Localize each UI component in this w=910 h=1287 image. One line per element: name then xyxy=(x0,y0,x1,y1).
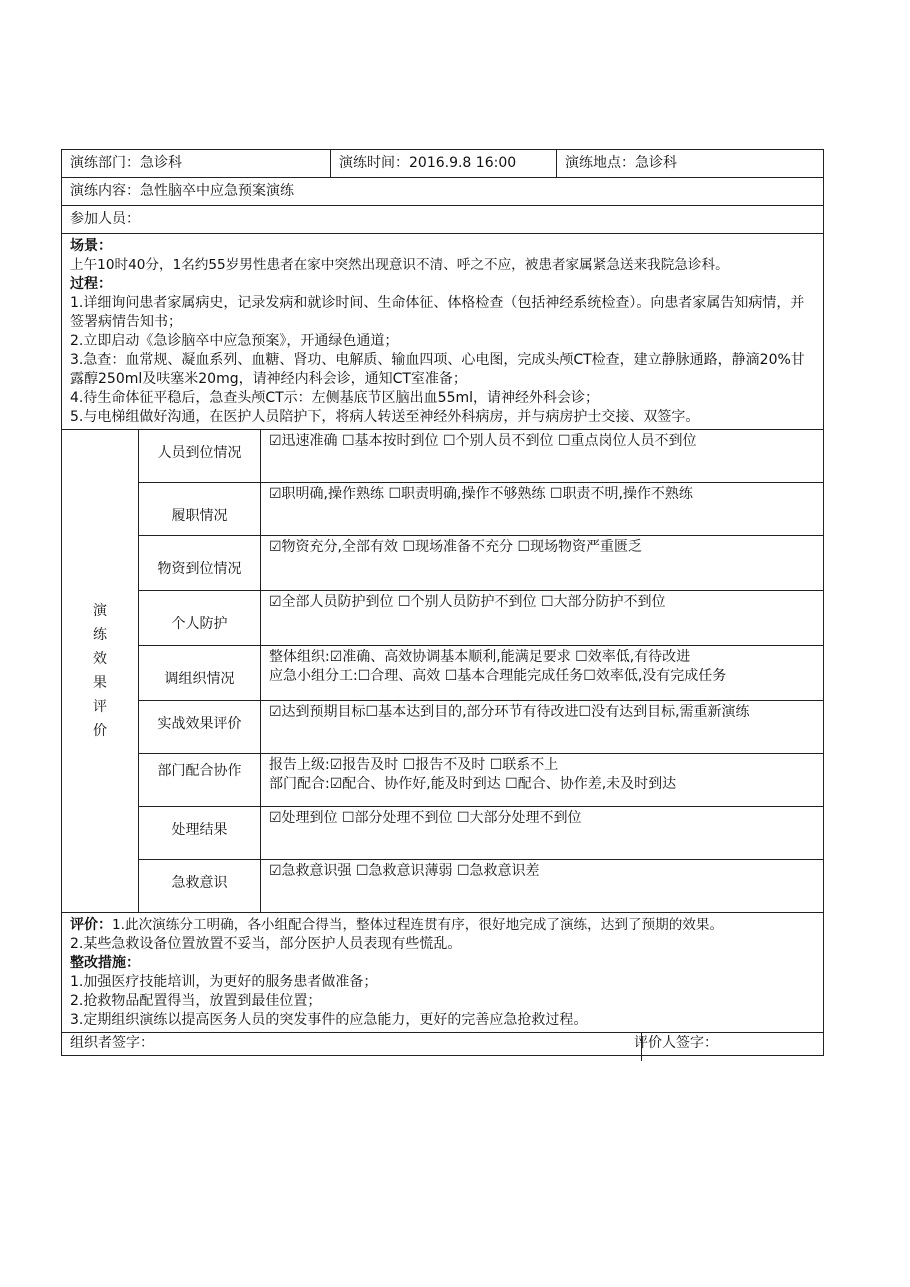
eval-label: 部门配合协作 xyxy=(157,763,242,779)
eval-options: ☑全部人员防护到位 ☐个别人员防护不到位 ☐大部分防护不到位 xyxy=(269,594,666,610)
review-block xyxy=(62,913,823,1032)
side-label-char: 价 xyxy=(93,723,107,739)
measures-heading: 整改措施： xyxy=(70,955,140,971)
process-step: 1.详细询问患者家属病史，记录发病和就诊时间、生命体征、体格检查（包括神经系统检查）。向患者家属告知病情，并签署病情告知书； xyxy=(70,295,805,330)
eval-row xyxy=(62,591,824,646)
eval-row xyxy=(62,430,824,483)
process-heading: 过程： xyxy=(70,276,112,292)
time-cell xyxy=(331,150,557,178)
evaluation-side-label xyxy=(62,430,139,913)
eval-options: 应急小组分工:☐合理、高效 ☐基本合理能完成任务☐效率低,没有完成任务 xyxy=(269,668,727,684)
eval-row xyxy=(62,807,824,860)
time-text: 演练时间：2016.9.8 16:00 xyxy=(339,155,517,171)
review-row xyxy=(62,913,824,1033)
drill-content: 演练内容：急性脑卒中应急预案演练 xyxy=(70,183,294,199)
side-label-char: 效 xyxy=(93,651,107,667)
eval-options: 报告上级:☑报告及时 ☐报告不及时 ☐联系不上 xyxy=(269,757,559,773)
eval-options: ☑职明确,操作熟练 ☐职责明确,操作不够熟练 ☐职责不明,操作不熟练 xyxy=(269,486,693,502)
side-label-char: 练 xyxy=(93,627,107,643)
participants: 参加人员： xyxy=(70,211,140,227)
header-row xyxy=(62,150,824,178)
eval-options: ☑急救意识强 ☐急救意识薄弱 ☐急救意识差 xyxy=(269,863,540,879)
eval-label: 物资到位情况 xyxy=(157,561,242,577)
eval-row xyxy=(62,536,824,591)
review-heading: 评价： xyxy=(70,917,112,933)
eval-options: ☑物资充分,全部有效 ☐现场准备不充分 ☐现场物资严重匮乏 xyxy=(269,539,643,555)
eval-label: 个人防护 xyxy=(171,616,228,632)
evaluator-signature-label: 评价人签字： xyxy=(634,1035,718,1051)
process-step: 5.与电梯组做好沟通，在医护人员陪护下，将病人转送至神经外科病房，并与病房护士交接、双签字。 xyxy=(70,409,700,425)
measure-item: 1.加强医疗技能培训，为更好的服务患者做准备； xyxy=(70,974,378,990)
eval-row xyxy=(62,646,824,701)
side-label-char: 果 xyxy=(93,675,107,691)
scenario-block xyxy=(62,234,823,429)
drill-record-table xyxy=(61,149,824,1056)
location-cell xyxy=(557,150,824,178)
process-step: 3.急查：血常规、凝血系列、血糖、肾功、电解质、输血四项、心电图，完成头颅CT检查，建立静脉通路，静滴20%甘露醇250ml及呋塞米20mg，请神经内科会诊，通知CT室准备； xyxy=(70,352,805,387)
eval-label: 实战效果评价 xyxy=(157,716,242,732)
eval-label: 人员到位情况 xyxy=(157,445,242,461)
eval-options: 部门配合:☑配合、协作好,能及时到达 ☐配合、协作差,未及时到达 xyxy=(269,776,677,792)
eval-label: 处理结果 xyxy=(171,822,228,838)
content-row xyxy=(62,178,824,206)
measure-item: 2.抢救物品配置得当，放置到最佳位置； xyxy=(70,993,322,1009)
process-step: 2.立即启动《急诊脑卒中应急预案》，开通绿色通道； xyxy=(70,333,399,349)
department-cell xyxy=(62,150,331,178)
eval-row xyxy=(62,754,824,807)
eval-label: 调组织情况 xyxy=(164,671,235,687)
eval-label: 急救意识 xyxy=(171,875,228,891)
scenario-heading: 场景： xyxy=(70,238,112,254)
eval-options: ☑达到预期目标☐基本达到目的,部分环节有待改进☐没有达到目标,需重新演练 xyxy=(269,704,750,720)
scenario-text: 上午10时40分，1名约55岁男性患者在家中突然出现意识不清、呼之不应，被患者家属紧急送来我院急诊科。 xyxy=(70,257,729,273)
side-label-char: 评 xyxy=(93,699,107,715)
location-text: 演练地点：急诊科 xyxy=(565,155,677,171)
department-text: 演练部门：急诊科 xyxy=(70,155,182,171)
review-line: 1.此次演练分工明确，各小组配合得当，整体过程连贯有序，很好地完成了演练，达到了预期的效果。 xyxy=(112,917,724,933)
eval-row xyxy=(62,483,824,536)
eval-options: ☑迅速准确 ☐基本按时到位 ☐个别人员不到位 ☐重点岗位人员不到位 xyxy=(269,433,697,449)
review-line: 2.某些急救设备位置放置不妥当，部分医护人员表现有些慌乱。 xyxy=(70,936,462,952)
scenario-row xyxy=(62,234,824,430)
eval-row xyxy=(62,701,824,754)
eval-row xyxy=(62,860,824,913)
eval-options: ☑处理到位 ☐部分处理不到位 ☐大部分处理不到位 xyxy=(269,810,582,826)
eval-label: 履职情况 xyxy=(171,508,228,524)
signature-row xyxy=(62,1033,824,1056)
organizer-signature-label: 组织者签字： xyxy=(70,1035,154,1051)
process-step: 4.待生命体征平稳后，急查头颅CT示：左侧基底节区脑出血55ml，请神经外科会诊； xyxy=(70,390,600,406)
eval-options: 整体组织:☑准确、高效协调基本顺利,能满足要求 ☐效率低,有待改进 xyxy=(269,649,691,665)
measure-item: 3.定期组织演练以提高医务人员的突发事件的应急能力，更好的完善应急抢救过程。 xyxy=(70,1012,588,1028)
side-label-char: 演 xyxy=(93,603,107,619)
participants-row xyxy=(62,206,824,234)
drill-record-form xyxy=(61,149,823,1056)
